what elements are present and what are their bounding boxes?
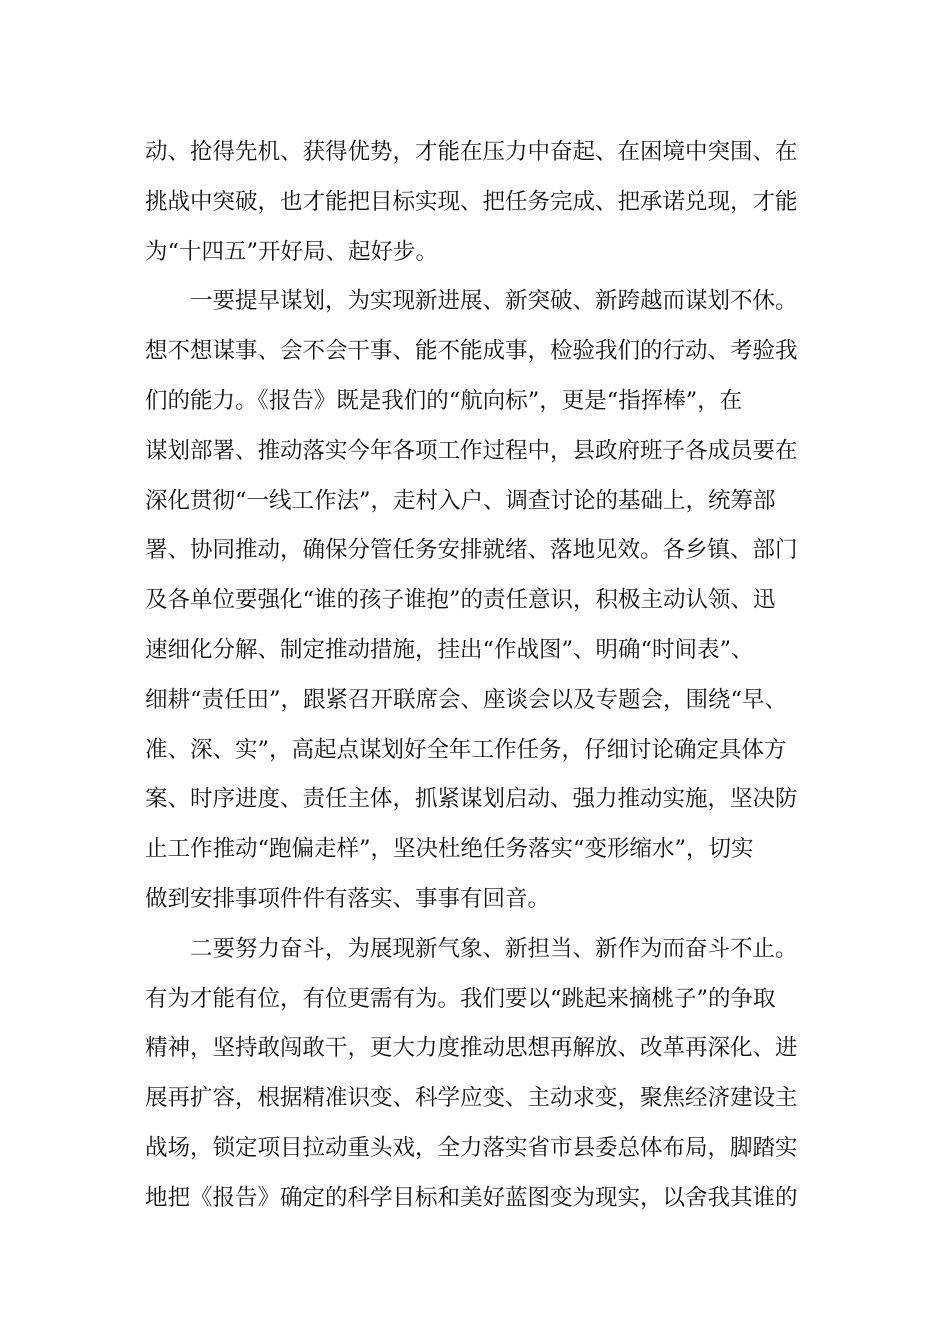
- text-line: 地把《报告》确定的科学目标和美好蓝图变为现实，以舍我其谁的: [145, 1184, 798, 1211]
- text-line: 准、深、实”，高起点谋划好全年工作任务，仔细讨论确定具体方: [145, 736, 787, 763]
- text-line: 战场，锁定项目拉动重头戏，全力落实省市县委总体布局，脚踏实: [145, 1134, 798, 1161]
- text-line: 为“十四五”开好局、起好步。: [145, 238, 439, 265]
- body-text: [145, 128, 825, 1224]
- text-line: 止工作推动“跑偏走样”，坚决杜绝任务落实“变形缩水”，切实: [145, 836, 754, 863]
- text-line: 想不想谋事、会不会干事、能不能成事，检验我们的行动、考验我: [145, 338, 798, 365]
- text-line: 做到安排事项件件有落实、事事有回音。: [145, 885, 551, 912]
- text-line: 们的能力。《报告》既是我们的“航向标”，更是“指挥棒”，在: [145, 387, 743, 414]
- text-line: 深化贯彻“一线工作法”，走村入户、调查讨论的基础上，统筹部: [145, 487, 776, 514]
- text-line: 挑战中突破，也才能把目标实现、把任务完成、把承诺兑现，才能: [145, 188, 798, 215]
- text-line: 署、协同推动，确保分管任务安排就绪、落地见效。各乡镇、部门: [145, 537, 798, 564]
- text-line: 精神，坚持敢闯敢干，更大力度推动思想再解放、改革再深化、进: [145, 1035, 798, 1062]
- text-line: 展再扩容，根据精准识变、科学应变、主动求变，聚焦经济建设主: [145, 1085, 798, 1112]
- text-line: 案、时序进度、责任主体，抓紧谋划启动、强力推动实施，坚决防: [145, 786, 798, 813]
- text-line: 有为才能有位，有位更需有为。我们要以“跳起来摘桃子”的争取: [145, 985, 776, 1012]
- text-line: 细耕“责任田”，跟紧召开联席会、座谈会以及专题会，围绕“早、: [145, 686, 788, 713]
- text-line: 动、抢得先机、获得优势，才能在压力中奋起、在困境中突围、在: [145, 139, 798, 165]
- text-line: 速细化分解、制定推动措施，挂出“作战图”、明确“时间表”、: [145, 636, 754, 663]
- text-line: 谋划部署、推动落实今年各项工作过程中，县政府班子各成员要在: [145, 437, 798, 464]
- text-line: 及各单位要强化“谁的孩子谁抱”的责任意识，积极主动认领、迅: [145, 587, 776, 614]
- text-line: 二要努力奋斗，为展现新气象、新担当、新作为而奋斗不止。: [190, 935, 798, 962]
- text-line: 一要提早谋划，为实现新进展、新突破、新跨越而谋划不休。: [190, 288, 798, 315]
